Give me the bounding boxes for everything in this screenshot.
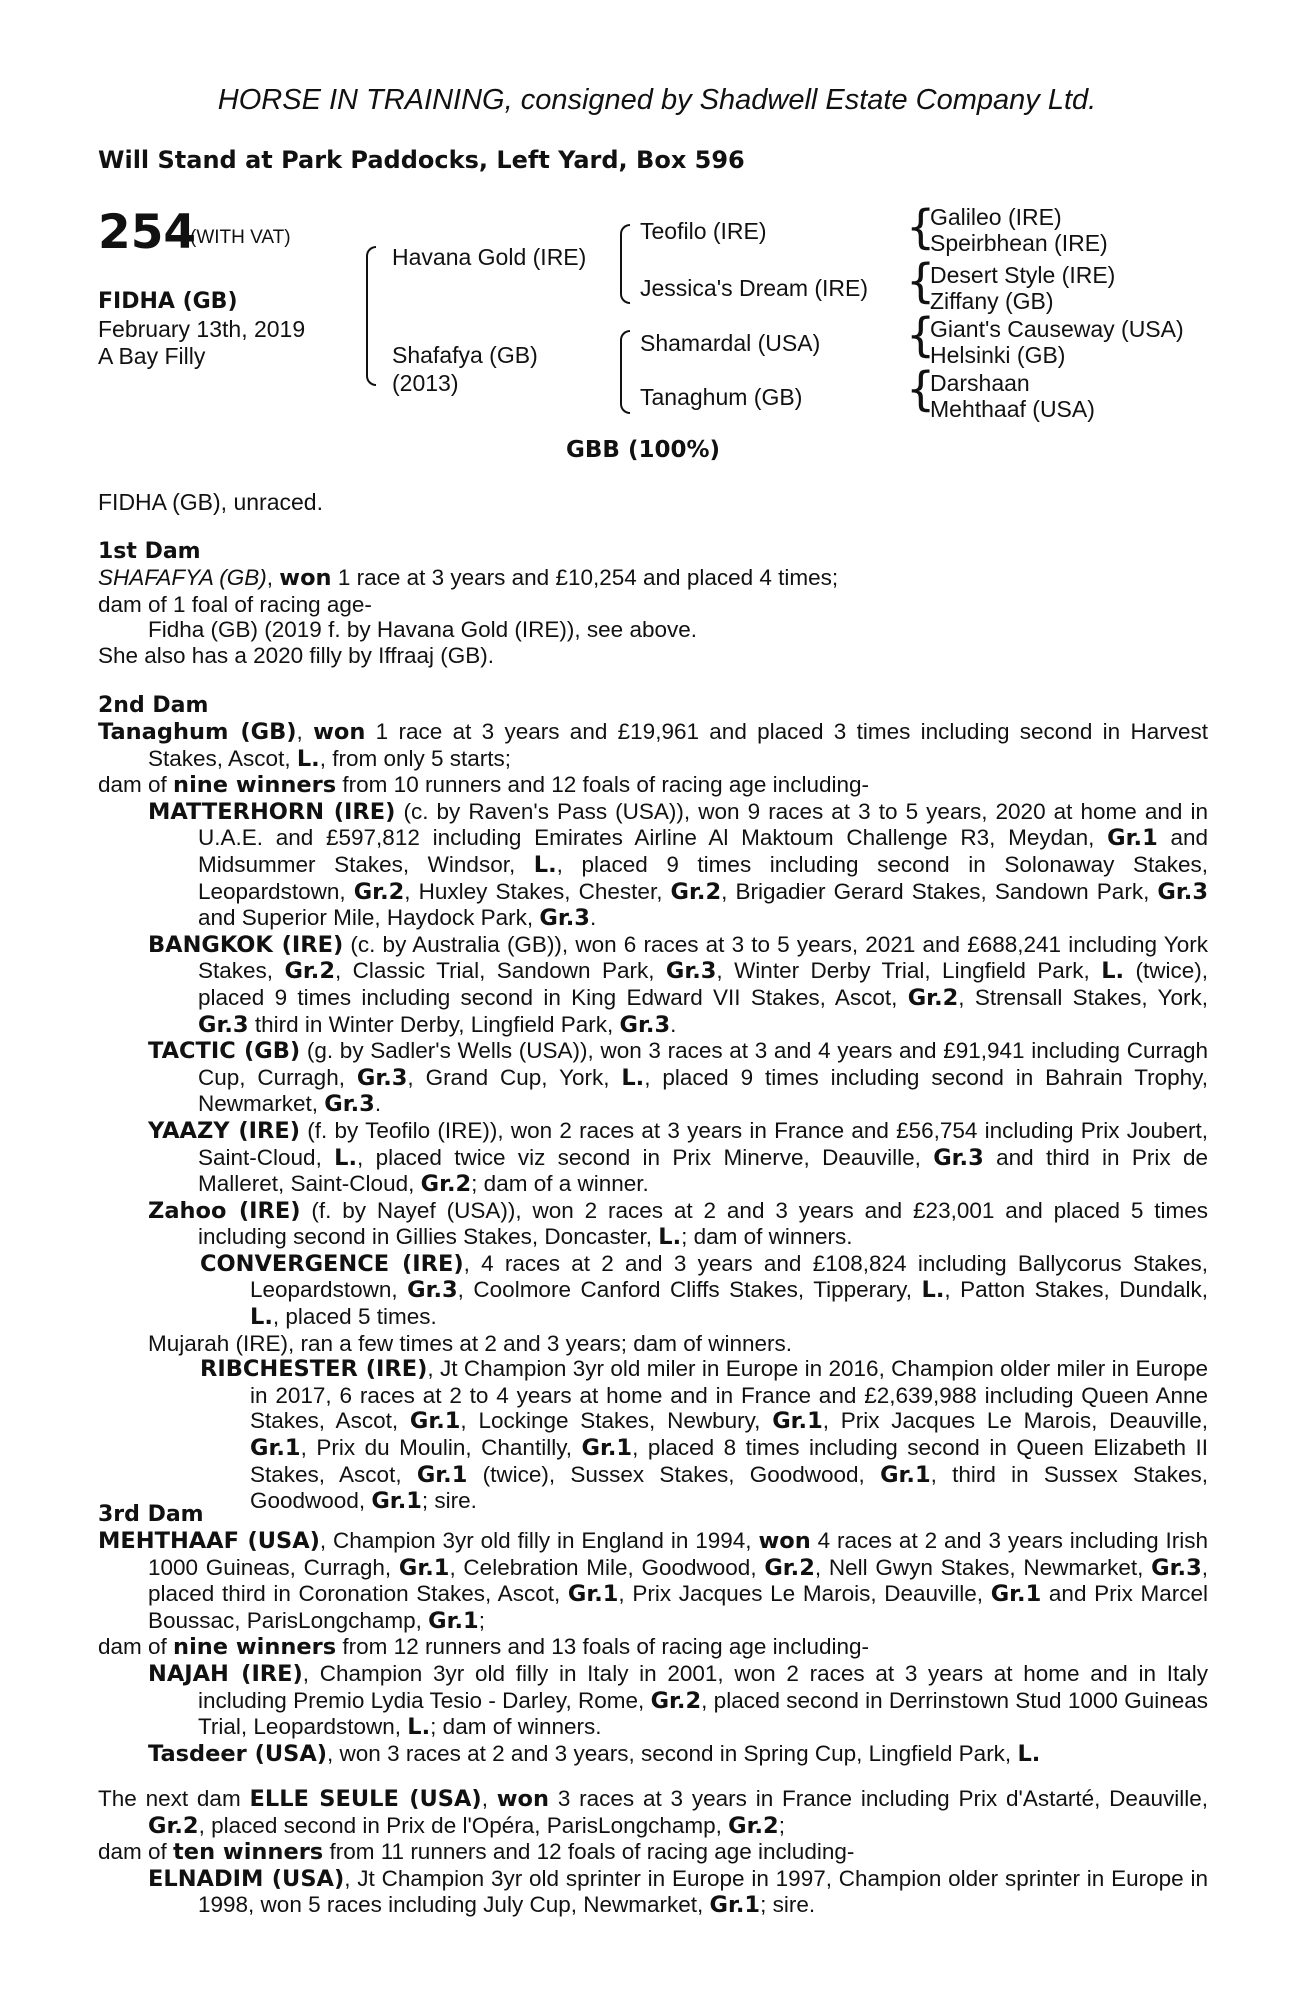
second-dam-produce: dam of nine winners from 10 runners and 12 foals of racing age including- — [98, 772, 869, 799]
next-dam-record: The next dam ELLE SEULE (USA), won 3 races at 3 years in France including Prix d'Astarté, Deauville, Gr.2, placed second in Prix de l'Opéra, ParisLongchamp, Gr.2; — [98, 1786, 1208, 1839]
list-item: Mujarah (IRE), ran a few times at 2 and 3 years; dam of winners. — [148, 1330, 793, 1356]
list-item: MATTERHORN (IRE) (c. by Raven's Pass (USA)), won 9 races at 3 to 5 years, 2020 at home and in U.A.E. and £597,812 including Emirates Airline Al Maktoum Challenge R3, Meydan, Gr.1 and Midsummer Stakes, Windsor, L., placed 9 times including second in Solonaway Stakes, Leopardstown, Gr.2, Huxley Stakes, Chester, Gr.2, Brigadier Gerard Stakes, Sandown Park, Gr.3 and Superior Mile, Haydock Park, Gr.3. — [148, 798, 1209, 932]
stand-location: Will Stand at Park Paddocks, Left Yard, Box 596 — [98, 146, 745, 174]
list-item: TACTIC (GB) (g. by Sadler's Wells (USA)), won 3 races at 3 and 4 years and £91,941 including Curragh Cup, Curragh, Gr.3, Grand Cup, York, L., placed 9 times including second in Bahrain Trophy, Newmarket, Gr.3. — [148, 1038, 1208, 1118]
second-dam-record: Tanaghum (GB), won 1 race at 3 years and £19,961 and placed 3 times including second in Harvest Stakes, Ascot, L., from only 5 starts; — [98, 719, 1208, 772]
pedigree-bracket-main — [366, 246, 376, 386]
pedigree-g1: Galileo (IRE) — [930, 204, 1062, 230]
list-item: NAJAH (IRE), Champion 3yr old filly in Italy in 2001, won 2 races at 3 years at home and in Italy including Premio Lydia Tesio - Darley, Rome, Gr.2, placed second in Derrinstown Stud 1000 Guineas Trial, Leopardstown, L.; dam of winners. — [148, 1660, 1208, 1741]
first-dam-heading: 1st Dam — [98, 539, 201, 564]
horse-description: A Bay Filly — [98, 343, 206, 369]
third-dam-record: MEHTHAAF (USA), Champion 3yr old filly in England in 1994, won 4 races at 2 and 3 years including Irish 1000 Guineas, Curragh, Gr.1, Celebration Mile, Goodwood, Gr.2, Nell Gwyn Stakes, Newmarket, Gr.3, placed third in Coronation Stakes, Ascot, Gr.1, Prix Jacques Le Marois, Deauville, Gr.1 and Prix Marcel Boussac, ParisLongchamp, Gr.1; — [98, 1528, 1209, 1634]
curly-brace: { — [906, 254, 936, 308]
curly-brace: { — [906, 200, 936, 254]
list-item: RIBCHESTER (IRE), Jt Champion 3yr old miler in Europe in 2016, Champion older miler in Europe in 2017, 6 races at 2 to 4 years at home and in France and £2,639,988 including Queen Anne Stakes, Ascot, Gr.1, Lockinge Stakes, Newbury, Gr.1, Prix Jacques Le Marois, Deauville, Gr.1, Prix du Moulin, Chantilly, Gr.1, placed 8 times including second in Queen Elizabeth II Stakes, Ascot, Gr.1 (twice), Sussex Stakes, Goodwood, Gr.1, third in Sussex Stakes, Goodwood, Gr.1; sire. — [200, 1356, 1209, 1515]
horse-name: FIDHA (GB) — [98, 289, 238, 314]
consignment-header: HORSE IN TRAINING, consigned by Shadwell Estate Company Ltd. — [217, 84, 1097, 116]
list-item: YAAZY (IRE) (f. by Teofilo (IRE)), won 2 races at 3 years in France and £56,754 including Prix Joubert, Saint-Cloud, L., placed twice viz second in Prix Minerve, Deauville, Gr.3 and third in Prix de Malleret, Saint-Cloud, Gr.2; dam of a winner. — [148, 1117, 1208, 1198]
list-item: Tasdeer (USA), won 3 races at 2 and 3 years, second in Spring Cup, Lingfield Park, L. — [148, 1740, 1041, 1767]
third-dam-produce: dam of nine winners from 12 runners and 13 foals of racing age including- — [98, 1634, 869, 1661]
next-dam-produce: dam of ten winners from 11 runners and 12 foals of racing age including- — [98, 1839, 855, 1866]
pedigree-sire-dam: Jessica's Dream (IRE) — [640, 275, 869, 301]
pedigree-sire: Havana Gold (IRE) — [392, 244, 587, 270]
next-dam-section — [98, 1786, 1208, 1919]
third-dam-heading: 3rd Dam — [98, 1502, 204, 1527]
race-summary: FIDHA (GB), unraced. — [98, 489, 323, 515]
breeding-code: GBB (100%) — [566, 437, 721, 463]
pedigree-dam: Shafafya (GB) — [392, 342, 538, 368]
pedigree-g3: Desert Style (IRE) — [930, 262, 1116, 288]
first-dam-record: SHAFAFYA (GB), won 1 race at 3 years and £10,254 and placed 4 times; — [98, 565, 839, 591]
pedigree-g7: Darshaan — [930, 370, 1030, 396]
pedigree-g2: Speirbhean (IRE) — [930, 230, 1108, 256]
pedigree-bracket-sire — [620, 224, 630, 304]
curly-brace: { — [906, 362, 936, 416]
pedigree-sire-sire: Teofilo (IRE) — [640, 218, 767, 244]
first-dam-note: She also has a 2020 filly by Iffraaj (GB). — [98, 642, 495, 668]
pedigree-dam-dam: Tanaghum (GB) — [640, 384, 803, 410]
list-item: CONVERGENCE (IRE), 4 races at 2 and 3 years and £108,824 including Ballycorus Stakes, Leopardstown, Gr.3, Coolmore Canford Cliffs Stakes, Tipperary, L., Patton Stakes, Dundalk, L., placed 5 times. — [200, 1250, 1209, 1331]
first-dam-foal: Fidha (GB) (2019 f. by Havana Gold (IRE)), see above. — [148, 617, 697, 643]
list-item: BANGKOK (IRE) (c. by Australia (GB)), won 6 races at 3 to 5 years, 2021 and £688,241 including York Stakes, Gr.2, Classic Trial, Sandown Park, Gr.3, Winter Derby Trial, Lingfield Park, L. (twice), placed 9 times including second in King Edward VII Stakes, Ascot, Gr.2, Strensall Stakes, York, Gr.3 third in Winter Derby, Lingfield Park, Gr.3. — [148, 931, 1208, 1038]
curly-brace: { — [906, 308, 936, 362]
second-dam-heading: 2nd Dam — [98, 693, 209, 718]
foaling-date: February 13th, 2019 — [98, 316, 306, 342]
lot-number: 254 — [98, 205, 197, 260]
pedigree-g5: Giant's Causeway (USA) — [930, 316, 1184, 342]
pedigree-g4: Ziffany (GB) — [930, 288, 1054, 314]
list-item: Zahoo (IRE) (f. by Nayef (USA)), won 2 races at 2 and 3 years and £23,001 and placed 5 times including second in Gillies Stakes, Doncaster, L.; dam of winners. — [148, 1197, 1208, 1251]
second-dam-section — [98, 693, 1208, 1515]
vat-note: (WITH VAT) — [190, 227, 291, 248]
third-dam-section — [98, 1502, 1208, 1767]
pedigree-g6: Helsinki (GB) — [930, 342, 1066, 368]
pedigree-bracket-dam — [620, 330, 630, 414]
first-dam-produce: dam of 1 foal of racing age- — [98, 591, 372, 617]
pedigree-dam-year: (2013) — [392, 370, 459, 396]
list-item: ELNADIM (USA), Jt Champion 3yr old sprinter in Europe in 1997, Champion older sprinter in Europe in 1998, won 5 races including July Cup, Newmarket, Gr.1; sire. — [148, 1865, 1208, 1919]
first-dam-section — [98, 539, 1208, 668]
pedigree-g8: Mehthaaf (USA) — [930, 396, 1095, 422]
pedigree-dam-sire: Shamardal (USA) — [640, 330, 821, 356]
